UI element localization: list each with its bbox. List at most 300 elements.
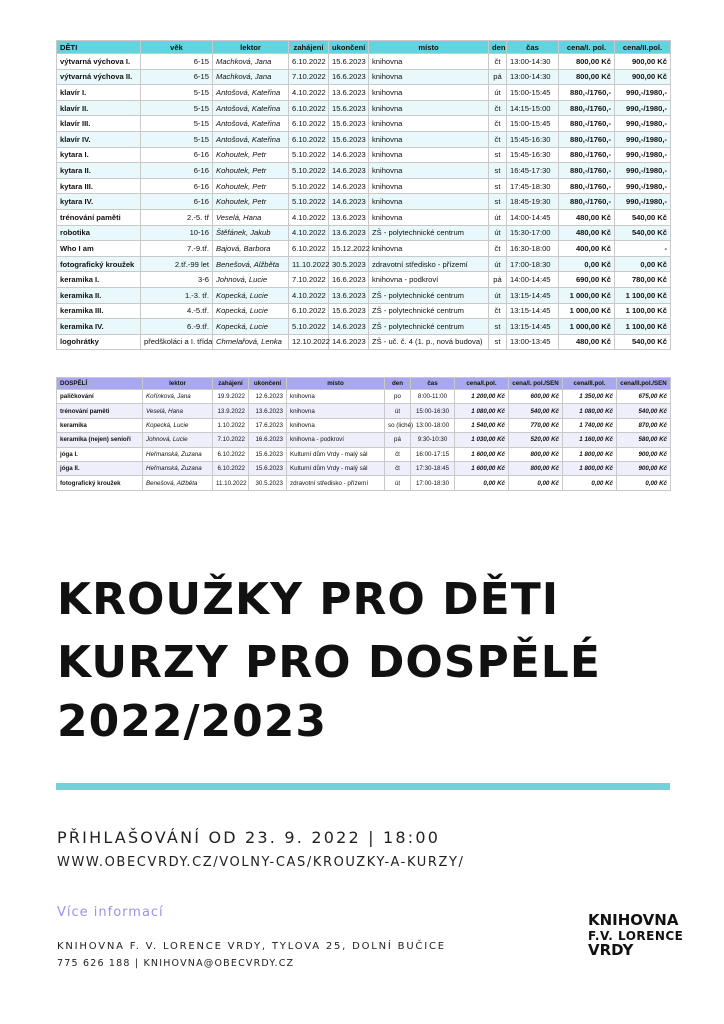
kids-cell-price-2: 900,00 Kč (615, 54, 671, 70)
kids-cell-price-2: - (615, 241, 671, 257)
adults-cell-day: so (liché) (385, 418, 411, 432)
adult-courses-table (56, 377, 671, 491)
kids-cell-price-1: 1 000,00 Kč (559, 319, 615, 335)
adults-cell-price-2-senior: 580,00 Kč (617, 433, 671, 447)
kids-cell-day: čt (489, 131, 507, 147)
adults-header-day: den (385, 378, 411, 390)
adults-cell-price-1-senior: 600,00 Kč (509, 390, 563, 404)
kids-cell-lecturer: Antošová, Kateřina (213, 85, 289, 101)
kids-cell-course: keramika IV. (57, 319, 141, 335)
more-info-heading: Více informací (57, 905, 164, 920)
adults-header-lecturer: lektor (143, 378, 213, 390)
kids-cell-start: 6.10.2022 (289, 116, 329, 132)
kids-cell-lecturer: Kopecká, Lucie (213, 319, 289, 335)
kids-cell-end: 13.6.2023 (329, 225, 369, 241)
kids-cell-lecturer: Machková, Jana (213, 54, 289, 70)
kids-cell-age: 6.-9.tř. (141, 319, 213, 335)
kids-cell-price-1: 480,00 Kč (559, 209, 615, 225)
adults-header-course: DOSPĚLÍ (57, 378, 143, 390)
kids-cell-lecturer: Machková, Jana (213, 69, 289, 85)
adults-cell-end: 15.6.2023 (249, 461, 287, 475)
table-row (57, 418, 671, 432)
table-row (57, 390, 671, 404)
kids-cell-place: knihovna (369, 194, 489, 210)
table-row (57, 85, 671, 101)
adults-cell-end: 30.5.2023 (249, 476, 287, 490)
adults-cell-price-2-senior: 900,00 Kč (617, 447, 671, 461)
adults-cell-place: Kulturní dům Vrdy - malý sál (287, 447, 385, 461)
kids-cell-end: 14.6.2023 (329, 319, 369, 335)
adults-cell-lecturer: Kořínková, Jana (143, 390, 213, 404)
kids-cell-start: 12.10.2022 (289, 334, 329, 350)
kids-cell-place: knihovna (369, 131, 489, 147)
kids-cell-age: 10-16 (141, 225, 213, 241)
kids-cell-time: 16:45-17:30 (507, 163, 559, 179)
table-row (57, 404, 671, 418)
adults-cell-price-2: 1 800,00 Kč (563, 447, 617, 461)
kids-cell-course: keramika II. (57, 287, 141, 303)
kids-cell-place: zdravotní středisko - přízemí (369, 256, 489, 272)
kids-cell-end: 14.6.2023 (329, 178, 369, 194)
kids-cell-time: 15:30-17:00 (507, 225, 559, 241)
adults-cell-lecturer: Veselá, Hana (143, 404, 213, 418)
adults-cell-time: 17:30-18:45 (411, 461, 455, 475)
kids-cell-place: ZŠ - polytechnické centrum (369, 287, 489, 303)
table-row (57, 287, 671, 303)
registration-url[interactable]: WWW.OBECVRDY.CZ/VOLNY-CAS/KROUZKY-A-KURZY/ (57, 855, 465, 870)
kids-cell-place: ZŠ - uč. č. 4 (1. p., nová budova) (369, 334, 489, 350)
adults-cell-start: 6.10.2022 (213, 461, 249, 475)
adults-cell-price-1-senior: 770,00 Kč (509, 418, 563, 432)
kids-cell-time: 16:30-18:00 (507, 241, 559, 257)
kids-cell-day: čt (489, 100, 507, 116)
kids-cell-place: knihovna (369, 147, 489, 163)
kids-cell-time: 13:15-14:45 (507, 287, 559, 303)
kids-cell-price-1: 880,-/1760,- (559, 147, 615, 163)
kids-cell-time: 14:00-14:45 (507, 209, 559, 225)
kids-cell-price-2: 540,00 Kč (615, 225, 671, 241)
adults-cell-price-1: 0,00 Kč (455, 476, 509, 490)
kids-cell-day: čt (489, 241, 507, 257)
kids-cell-lecturer: Antošová, Kateřina (213, 100, 289, 116)
kids-cell-course: keramika III. (57, 303, 141, 319)
kids-cell-time: 13:00-14:30 (507, 69, 559, 85)
kids-cell-place: ZŠ - polytechnické centrum (369, 303, 489, 319)
kids-cell-price-1: 880,-/1760,- (559, 100, 615, 116)
kids-cell-time: 15:45-16:30 (507, 147, 559, 163)
kids-cell-place: knihovna (369, 209, 489, 225)
kids-cell-place: knihovna (369, 85, 489, 101)
kids-cell-time: 14:15-15:00 (507, 100, 559, 116)
adults-cell-course: keramika (nejen) senioři (57, 433, 143, 447)
kids-cell-price-1: 480,00 Kč (559, 334, 615, 350)
kids-cell-price-2: 1 100,00 Kč (615, 303, 671, 319)
adults-cell-price-2: 1 160,00 Kč (563, 433, 617, 447)
kids-cell-lecturer: Bajová, Barbora (213, 241, 289, 257)
kids-cell-place: knihovna - podkroví (369, 272, 489, 288)
kids-cell-day: st (489, 194, 507, 210)
kids-cell-price-1: 880,-/1760,- (559, 116, 615, 132)
kids-cell-time: 15:45-16:30 (507, 131, 559, 147)
kids-cell-course: klavír II. (57, 100, 141, 116)
adults-cell-day: čt (385, 447, 411, 461)
adults-cell-course: paličkování (57, 390, 143, 404)
adults-cell-day: pá (385, 433, 411, 447)
table-row (57, 54, 671, 70)
kids-header-time: čas (507, 41, 559, 54)
kids-cell-end: 14.6.2023 (329, 147, 369, 163)
kids-cell-course: klavír III. (57, 116, 141, 132)
kids-cell-time: 18:45-19:30 (507, 194, 559, 210)
kids-cell-price-1: 800,00 Kč (559, 69, 615, 85)
adults-cell-price-2-senior: 0,00 Kč (617, 476, 671, 490)
kids-cell-course: fotografický kroužek (57, 256, 141, 272)
library-contact[interactable]: 775 626 188 | KNIHOVNA@OBECVRDY.CZ (57, 958, 295, 969)
adults-cell-price-1-senior: 520,00 Kč (509, 433, 563, 447)
kids-cell-start: 7.10.2022 (289, 272, 329, 288)
kids-cell-price-1: 880,-/1760,- (559, 131, 615, 147)
kids-cell-time: 13:15-14:45 (507, 319, 559, 335)
kids-cell-end: 15.6.2023 (329, 116, 369, 132)
adults-cell-course: jóga II. (57, 461, 143, 475)
table-row (57, 178, 671, 194)
kids-cell-age: 7.-9.tř. (141, 241, 213, 257)
adults-cell-end: 15.6.2023 (249, 447, 287, 461)
title-line-kids: KROUŽKY PRO DĚTI (57, 574, 560, 625)
adults-cell-price-1-senior: 800,00 Kč (509, 447, 563, 461)
kids-cell-course: kytara IV. (57, 194, 141, 210)
kids-cell-time: 17:00-18:30 (507, 256, 559, 272)
kids-cell-price-1: 0,00 Kč (559, 256, 615, 272)
library-logo (588, 911, 684, 973)
adults-cell-start: 13.9.2022 (213, 404, 249, 418)
kids-cell-place: ZŠ - polytechnické centrum (369, 225, 489, 241)
kids-cell-age: 6-16 (141, 163, 213, 179)
adults-cell-place: knihovna - podkroví (287, 433, 385, 447)
adults-cell-start: 7.10.2022 (213, 433, 249, 447)
adults-cell-end: 12.6.2023 (249, 390, 287, 404)
kids-cell-time: 13:00-14:30 (507, 54, 559, 70)
kids-cell-lecturer: Antošová, Kateřina (213, 131, 289, 147)
kids-cell-start: 5.10.2022 (289, 163, 329, 179)
kids-cell-price-2: 990,-/1980,- (615, 131, 671, 147)
kids-cell-end: 13.6.2023 (329, 85, 369, 101)
adults-cell-start: 6.10.2022 (213, 447, 249, 461)
kids-cell-price-1: 1 000,00 Kč (559, 287, 615, 303)
table-row (57, 476, 671, 490)
table-row (57, 334, 671, 350)
kids-cell-course: kytara II. (57, 163, 141, 179)
kids-cell-age: 5-15 (141, 85, 213, 101)
kids-cell-place: knihovna (369, 178, 489, 194)
kids-cell-course: robotika (57, 225, 141, 241)
kids-cell-start: 7.10.2022 (289, 69, 329, 85)
kids-cell-price-2: 540,00 Kč (615, 209, 671, 225)
adults-cell-price-2-senior: 870,00 Kč (617, 418, 671, 432)
adults-cell-time: 17:00-18:30 (411, 476, 455, 490)
kids-cell-day: út (489, 225, 507, 241)
table-row (57, 194, 671, 210)
kids-cell-start: 5.10.2022 (289, 194, 329, 210)
table-row (57, 241, 671, 257)
kids-cell-price-1: 880,-/1760,- (559, 163, 615, 179)
kids-header-start: zahájení (289, 41, 329, 54)
adults-cell-place: knihovna (287, 390, 385, 404)
kids-cell-day: út (489, 287, 507, 303)
adults-cell-day: út (385, 404, 411, 418)
kids-cell-age: 3-6 (141, 272, 213, 288)
kids-cell-start: 5.10.2022 (289, 147, 329, 163)
adults-cell-price-1: 1 200,00 Kč (455, 390, 509, 404)
table-row (57, 147, 671, 163)
kids-cell-price-1: 480,00 Kč (559, 225, 615, 241)
table-row (57, 303, 671, 319)
kids-cell-course: Who I am (57, 241, 141, 257)
kids-cell-course: výtvarná výchova I. (57, 54, 141, 70)
adults-cell-place: zdravotní středisko - přízemí (287, 476, 385, 490)
table-row (57, 116, 671, 132)
adults-cell-day: po (385, 390, 411, 404)
kids-cell-price-2: 1 100,00 Kč (615, 319, 671, 335)
kids-cell-lecturer: Antošová, Kateřina (213, 116, 289, 132)
adults-cell-price-2: 1 080,00 Kč (563, 404, 617, 418)
kids-table-header (57, 41, 671, 54)
adults-cell-price-2-senior: 675,00 Kč (617, 390, 671, 404)
table-row (57, 272, 671, 288)
kids-cell-start: 4.10.2022 (289, 85, 329, 101)
kids-cell-start: 4.10.2022 (289, 209, 329, 225)
kids-cell-age: 6-16 (141, 147, 213, 163)
table-row (57, 461, 671, 475)
table-row (57, 131, 671, 147)
kids-cell-time: 15:00-15:45 (507, 116, 559, 132)
kids-cell-price-1: 880,-/1760,- (559, 178, 615, 194)
kids-cell-lecturer: Benešová, Alžběta (213, 256, 289, 272)
adults-cell-price-1: 1 540,00 Kč (455, 418, 509, 432)
accent-bar (56, 783, 670, 790)
adults-cell-lecturer: Kopecká, Lucie (143, 418, 213, 432)
kids-cell-start: 4.10.2022 (289, 287, 329, 303)
kids-cell-course: klavír IV. (57, 131, 141, 147)
adults-cell-place: Kulturní dům Vrdy - malý sál (287, 461, 385, 475)
adults-cell-price-2: 0,00 Kč (563, 476, 617, 490)
kids-cell-end: 13.6.2023 (329, 287, 369, 303)
adults-cell-price-1-senior: 540,00 Kč (509, 404, 563, 418)
adults-cell-course: trénování paměti (57, 404, 143, 418)
kids-cell-start: 6.10.2022 (289, 303, 329, 319)
kids-cell-age: 5-15 (141, 131, 213, 147)
kids-cell-price-2: 990,-/1980,- (615, 163, 671, 179)
kids-cell-end: 15.12.2022 (329, 241, 369, 257)
adults-cell-price-1-senior: 0,00 Kč (509, 476, 563, 490)
logo-line-3: VRDY (588, 941, 634, 959)
kids-cell-lecturer: Kohoutek, Petr (213, 147, 289, 163)
kids-cell-place: knihovna (369, 54, 489, 70)
kids-cell-price-1: 690,00 Kč (559, 272, 615, 288)
kids-cell-age: 5-15 (141, 116, 213, 132)
adults-cell-price-2: 1 350,00 Kč (563, 390, 617, 404)
kids-cell-day: čt (489, 54, 507, 70)
kids-cell-end: 15.6.2023 (329, 54, 369, 70)
logo-line-1: KNIHOVNA (588, 911, 679, 929)
kids-cell-day: st (489, 163, 507, 179)
kids-cell-price-1: 880,-/1760,- (559, 194, 615, 210)
kids-cell-place: knihovna (369, 69, 489, 85)
kids-cell-end: 15.6.2023 (329, 100, 369, 116)
adults-cell-place: knihovna (287, 404, 385, 418)
kids-cell-place: knihovna (369, 100, 489, 116)
kids-cell-end: 30.5.2023 (329, 256, 369, 272)
adults-cell-time: 9:30-10:30 (411, 433, 455, 447)
adults-cell-price-1: 1 030,00 Kč (455, 433, 509, 447)
kids-cell-place: ZŠ - polytechnické centrum (369, 319, 489, 335)
kids-cell-age: 1.-3. tř. (141, 287, 213, 303)
kids-cell-price-2: 990,-/1980,- (615, 85, 671, 101)
adults-cell-time: 15:00-16:30 (411, 404, 455, 418)
adults-cell-price-1: 1 600,00 Kč (455, 447, 509, 461)
kids-cell-course: kytara III. (57, 178, 141, 194)
kids-cell-lecturer: Kohoutek, Petr (213, 163, 289, 179)
kids-cell-start: 6.10.2022 (289, 241, 329, 257)
adults-header-price-2: cena/II.pol. (563, 378, 617, 390)
adults-header-price-2-senior: cena/II.pol./SEN (617, 378, 671, 390)
adults-cell-price-1: 1 600,00 Kč (455, 461, 509, 475)
adults-cell-day: út (385, 476, 411, 490)
kids-cell-price-2: 990,-/1980,- (615, 100, 671, 116)
kids-cell-price-2: 990,-/1980,- (615, 116, 671, 132)
table-row (57, 225, 671, 241)
kids-cell-end: 16.6.2023 (329, 69, 369, 85)
kids-cell-price-1: 800,00 Kč (559, 54, 615, 70)
kids-cell-age: 6-16 (141, 194, 213, 210)
kids-cell-start: 6.10.2022 (289, 131, 329, 147)
table-row (57, 69, 671, 85)
adults-cell-day: čt (385, 461, 411, 475)
kids-cell-price-2: 0,00 Kč (615, 256, 671, 272)
adults-cell-lecturer: Heřmanská, Zuzana (143, 447, 213, 461)
kids-cell-end: 14.6.2023 (329, 334, 369, 350)
adults-header-start: zahájení (213, 378, 249, 390)
kids-cell-day: st (489, 319, 507, 335)
registration-date: PŘIHLAŠOVÁNÍ OD 23. 9. 2022 | 18:00 (57, 828, 441, 847)
kids-cell-end: 13.6.2023 (329, 209, 369, 225)
adults-cell-end: 13.6.2023 (249, 404, 287, 418)
adults-header-time: čas (411, 378, 455, 390)
kids-courses-table (56, 40, 671, 350)
kids-cell-day: út (489, 256, 507, 272)
table-row (57, 433, 671, 447)
kids-cell-price-1: 400,00 Kč (559, 241, 615, 257)
kids-header-price-2: cena/II.pol. (615, 41, 671, 54)
kids-cell-course: keramika I. (57, 272, 141, 288)
adults-cell-start: 11.10.2022 (213, 476, 249, 490)
kids-cell-day: čt (489, 116, 507, 132)
kids-cell-course: trénování paměti (57, 209, 141, 225)
kids-cell-time: 15:00-15:45 (507, 85, 559, 101)
kids-cell-day: pá (489, 69, 507, 85)
kids-cell-end: 15.6.2023 (329, 131, 369, 147)
library-address: KNIHOVNA F. V. LORENCE VRDY, TYLOVA 25, DOLNÍ BUČICE (57, 941, 446, 952)
kids-cell-age: 2.tř.-99 let (141, 256, 213, 272)
adults-cell-course: fotografický kroužek (57, 476, 143, 490)
kids-cell-lecturer: Veselá, Hana (213, 209, 289, 225)
kids-cell-price-1: 880,-/1760,- (559, 85, 615, 101)
table-row (57, 319, 671, 335)
kids-cell-course: kytara I. (57, 147, 141, 163)
kids-cell-day: st (489, 178, 507, 194)
kids-cell-end: 14.6.2023 (329, 194, 369, 210)
kids-cell-course: výtvarná výchova II. (57, 69, 141, 85)
adults-cell-end: 17.6.2023 (249, 418, 287, 432)
adults-cell-price-1: 1 080,00 Kč (455, 404, 509, 418)
kids-cell-price-2: 990,-/1980,- (615, 178, 671, 194)
kids-cell-time: 17:45-18:30 (507, 178, 559, 194)
kids-cell-price-2: 990,-/1980,- (615, 194, 671, 210)
kids-cell-price-2: 990,-/1980,- (615, 147, 671, 163)
adults-cell-course: jóga I. (57, 447, 143, 461)
kids-cell-day: st (489, 334, 507, 350)
adults-cell-price-2: 1 800,00 Kč (563, 461, 617, 475)
kids-cell-price-2: 900,00 Kč (615, 69, 671, 85)
adults-cell-start: 1.10.2022 (213, 418, 249, 432)
kids-cell-age: 6-16 (141, 178, 213, 194)
table-row (57, 100, 671, 116)
kids-cell-lecturer: Kopecká, Lucie (213, 287, 289, 303)
kids-cell-end: 14.6.2023 (329, 163, 369, 179)
kids-cell-day: pá (489, 272, 507, 288)
adults-cell-end: 16.6.2023 (249, 433, 287, 447)
kids-cell-price-2: 1 100,00 Kč (615, 287, 671, 303)
adults-cell-place: knihovna (287, 418, 385, 432)
kids-cell-time: 14:00-14:45 (507, 272, 559, 288)
kids-cell-start: 6.10.2022 (289, 100, 329, 116)
kids-cell-age: předškoláci a I. třída (141, 334, 213, 350)
adults-cell-price-2: 1 740,00 Kč (563, 418, 617, 432)
adults-cell-start: 19.9.2022 (213, 390, 249, 404)
kids-cell-day: st (489, 147, 507, 163)
kids-cell-place: knihovna (369, 241, 489, 257)
kids-cell-lecturer: Štěfánek, Jakub (213, 225, 289, 241)
kids-cell-end: 16.6.2023 (329, 272, 369, 288)
kids-header-day: den (489, 41, 507, 54)
title-line-year: 2022/2023 (57, 696, 327, 747)
kids-header-age: věk (141, 41, 213, 54)
kids-cell-lecturer: Kopecká, Lucie (213, 303, 289, 319)
kids-cell-price-2: 540,00 Kč (615, 334, 671, 350)
kids-cell-course: klavír I. (57, 85, 141, 101)
kids-cell-age: 5-15 (141, 100, 213, 116)
adults-cell-time: 8:00-11:00 (411, 390, 455, 404)
kids-header-course: DĚTI (57, 41, 141, 54)
kids-cell-price-1: 1 000,00 Kč (559, 303, 615, 319)
adults-cell-course: keramika (57, 418, 143, 432)
adult-table-header (57, 378, 671, 390)
kids-cell-course: logohrátky (57, 334, 141, 350)
kids-cell-lecturer: Kohoutek, Petr (213, 178, 289, 194)
kids-cell-lecturer: Johnová, Lucie (213, 272, 289, 288)
kids-cell-lecturer: Kohoutek, Petr (213, 194, 289, 210)
table-row (57, 447, 671, 461)
adults-cell-lecturer: Benešová, Alžběta (143, 476, 213, 490)
kids-cell-start: 5.10.2022 (289, 319, 329, 335)
adults-header-place: místo (287, 378, 385, 390)
kids-cell-end: 15.6.2023 (329, 303, 369, 319)
kids-cell-day: út (489, 85, 507, 101)
kids-cell-day: čt (489, 303, 507, 319)
kids-cell-start: 5.10.2022 (289, 178, 329, 194)
table-row (57, 256, 671, 272)
adults-cell-price-1-senior: 800,00 Kč (509, 461, 563, 475)
